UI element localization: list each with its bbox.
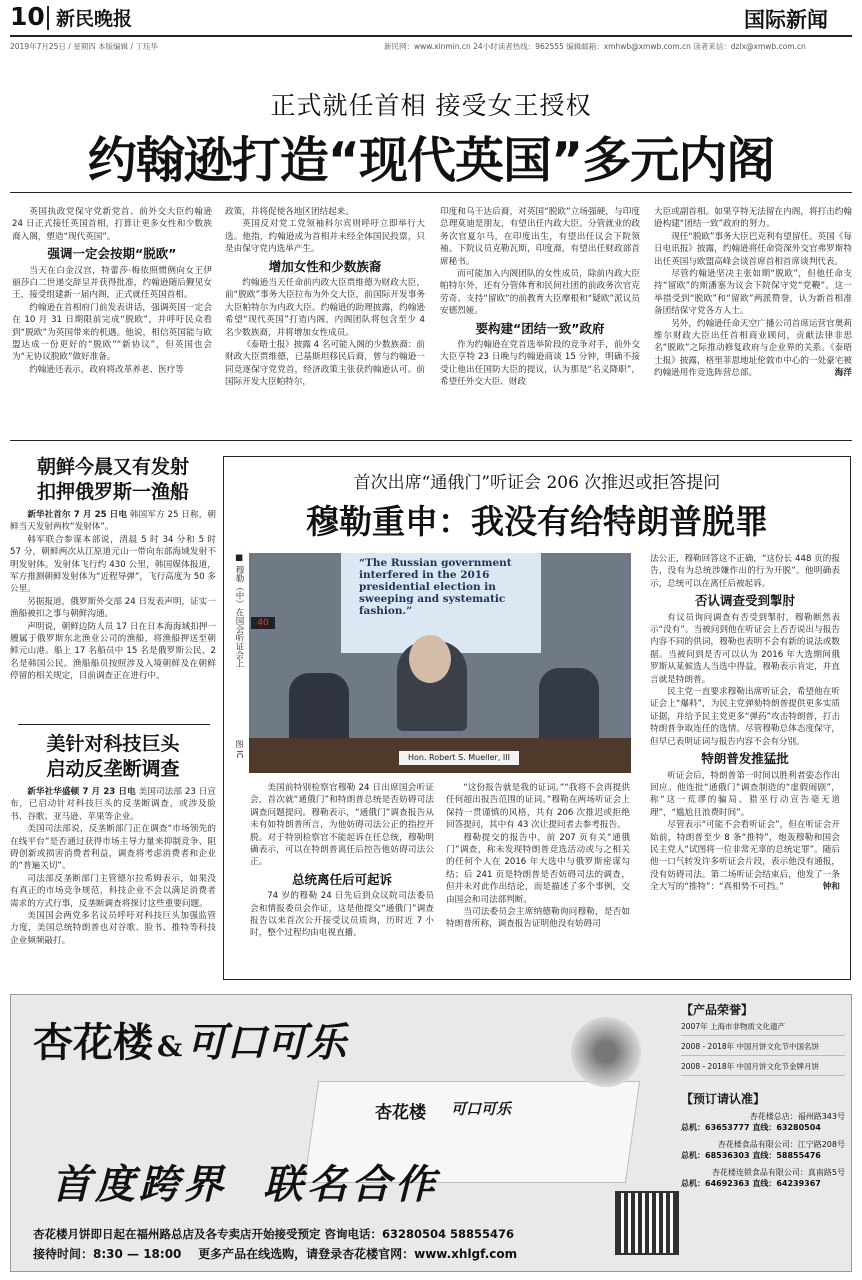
paragraph: 约翰逊在首相府门前发表讲话，强调英国一定会在 10 月 31 日期限前完成“脱欧”，并呼吁民众看到“脱欧”为英国带来的机遇。他说，相信英国能与欧盟达成一份更好的“脱欧”“新协议”，但英国也会为“无协议脱欧”做好准备。 [12, 302, 212, 363]
timer-display: 40 [251, 617, 275, 629]
honors-title: 【产品荣誉】 [681, 1003, 754, 1017]
photo-credit: 图 IC [235, 740, 244, 759]
paragraph: “这份报告就是我的证词。”“我将不会再提供任何超出报告范围的证词。”穆勒在两场听证会上保持一贯谨慎的风格，共有 206 次推迟或拒绝回答提问，其中有 43 次让提问者去参考报告。 [446, 783, 630, 831]
feature-kicker: 首次出席“通俄门”听证会 206 次推迟或拒答提问 [353, 473, 721, 493]
paragraph: 当天在白金汉宫，特蕾莎·梅依照惯例向女王伊丽莎白二世递交辞呈并获得批准，约翰逊随后觐见女王，接受组建新一届内阁，正式就任英国首相。 [12, 265, 212, 301]
paragraph: 民主党一直要求穆勒出席听证会，希望他在听证会上“爆料”，为民主党弹劾特朗普提供更多实质证据，并给予民主党更多“弹药”攻击特朗普，打击特朗普争取连任的选情。尽管穆勒总体态度保守，但早已表明证词与报告内容不会有分别。 [650, 687, 840, 747]
advertisement [10, 994, 852, 1272]
paragraph: 韩军联合参谋本部说，清晨 5 时 34 分和 5 时 57 分，朝鲜两次从江原道元山一带向东部海域发射不明发射体。发射体飞行约 430 公里，韩国媒体报道，军方推测朝鲜发射体为“近程导弹”，飞行高度为 50 多公里。 [10, 534, 216, 595]
paragraph: 大臣或副首相。如果亨特无法留在内阁，将打击约翰逊构建“团结一致”政府的努力。 [654, 207, 852, 230]
lead-column-4 [654, 206, 852, 380]
masthead-rule [10, 35, 852, 37]
lead-headline: 约翰逊打造“现代英国”多元内阁 [87, 132, 775, 189]
peony-flower-icon [571, 1017, 641, 1087]
ad-brand-amp: & [157, 1030, 183, 1063]
paragraph: 另外，约翰逊任命天空广播公司首席运营官奥莉维尔财政大臣出任首相商业顾问，贡献法律非思名“脱欧”之际推动修复政府与企业界的关系。《泰晤士报》披露，格里菲恩地址伦敦市中心的一处豪宅被约翰逊用作竞选阵营总部。 海洋 [654, 318, 852, 379]
subheading: 强调一定会按期“脱欧” [47, 246, 177, 262]
lead-column-1 [12, 206, 212, 376]
side-story-body [10, 509, 216, 683]
paragraph: 新华社首尔 7 月 25 日电 韩国军方 25 日称，朝鲜当天发射两枚“发射体”。 [10, 510, 216, 533]
side-story-2 [10, 732, 216, 947]
section-title: 国际新闻 [744, 8, 828, 32]
caption-bullet: ■ [234, 553, 244, 566]
paragraph: 有议员询问调查有否受到掣肘，穆勒断然表示“没有”。当被问到他在听证会上否否说出与报告内容不同的供词，穆勒也表明不会有新的说法或数据。当被问到是否可以认为 2016 年大选期间俄罗斯从某候选人当选中得益，穆勒表示肯定，并直言就是特朗普。 [650, 612, 840, 685]
paragraph: 约翰逊当天任命前内政大臣贾维德为财政大臣，前“脱欧”事务大臣拉布为外交大臣，前国际开发事务大臣帕特尔为内政大臣。约翰逊的助理披露，约翰逊希望“现代英国”打造内阁，内阁团队将包含至少 4 名少数族裔，并将增加女性成员。 [225, 278, 425, 338]
outlet-phones: 总机：63653777 直线：63280504 [681, 1123, 821, 1132]
side-divider [18, 724, 210, 725]
feature-headline: 穆勒重申：我没有给特朗普脱罪 [306, 502, 768, 541]
paragraph: 英国反对党工党领袖科尔宾则呼吁立即举行大选。他指，约翰逊成为首相并未经全体国民投票，只是由保守党内选举产生。 [225, 219, 425, 255]
subheading: 增加女性和少数族裔 [268, 258, 382, 274]
feature-column-3 [650, 553, 840, 894]
paragraph: 英国执政党保守党新党首、前外交大臣约翰逊 24 日正式接任英国首相，打算让更多女性和少数族裔入阁，塑造“现代英国”。 [12, 207, 212, 242]
subheading: 要构建“团结一致”政府 [475, 320, 605, 336]
outlet-name: 杏花楼食品有限公司：江宁路208号 [717, 1140, 845, 1149]
outlet-name: 杏花楼总店：福州路343号 [749, 1112, 845, 1121]
subheading: 总统离任后可起诉 [291, 871, 392, 887]
outlet-item [681, 1167, 845, 1189]
qr-code-icon [615, 1191, 679, 1255]
date-line: 2019年7月25日 / 星期四 本版编辑 / 丁珏华 [10, 42, 158, 51]
side-story-body [10, 786, 216, 947]
paragraph: 作为约翰逊在党首选举阶段的竞争对手，前外交大臣亨特 23 日晚与约翰逊商谈 15 分钟，明确不接受让他出任国防大臣的提议，认为那是“名义降职”，希望任外交大臣、财政 [440, 340, 640, 388]
lead-column-3 [440, 206, 640, 389]
box-brand-right: 可口可乐 [451, 1100, 512, 1118]
paragraph: 而可能加入内阁团队的女性成员，除前内政大臣帕特尔外，还有分管体育和民间社团的前政务次官克劳奇、支持“留欧”的前教育大臣摩根和“疑欧”派议员安德烈娅。 [440, 269, 640, 317]
paragraph: 声明说，朝鲜边防人员 17 日在日本海海域扣押一艘属于俄罗斯东北渔业公司的渔船，将渔船押送至朝鲜元山港。船上 17 名船员中 15 名是俄罗斯公民，2 名是韩国公民。渔船船员按照涉及入境朝鲜及在朝鲜停留的相关规定，目前调查正在进行中。 [10, 621, 216, 682]
paragraph: 约翰逊还表示，政府将改革养老、医疗等 [29, 364, 184, 375]
outlet-item [681, 1111, 845, 1133]
photo-caption: ■ 穆勒（中）在国会听证会上 [234, 553, 244, 668]
lead-column-2 [225, 206, 425, 389]
paragraph: 尽管约翰逊坚决主张如期“脱欧”，但他任命支持“留欧”的斯潘塞为议会下院保守党“党鞭”。这一举措受到“脱欧”和“留欧”两派赞誉，认为新首相准备团结保守党各方人士。 [654, 269, 852, 317]
paragraph: 印度和乌干达后裔，对英国“脱欧”立场强硬，与印度总理莫迪是朋友，有望出任内政大臣。分管就业的政务次官夏尔马，在印度出生，有望出任议会下院领袖。下院议员克勒瓦斯，印度裔，有望出任财政部首席秘书。 [440, 207, 640, 267]
lead-headline-rule [10, 192, 852, 193]
honor-item: 2008 - 2018年 中国月饼文化节中国名饼 [681, 1042, 845, 1056]
subheading: 特朗普发推猛批 [701, 751, 789, 767]
paragraph: 尽管表示“可能不会看听证会”，但在听证会开始前，特朗普至少 8 条“推特”，炮轰穆勒和国会民主党人“试图将一位非常无辜的总统定罪”。随后他一口气转发许多听证会片段，表示他没有通报，没有妨碍司法。第二场听证会结束后，他发了一条全大写的“推特”：“真相势不可挡。” 钟和 [650, 820, 840, 893]
ad-slogan: 首度跨界 联名合作 [51, 1161, 439, 1208]
outlet-phones: 总机：68536303 直线：58855476 [681, 1151, 821, 1160]
feature-column-1 [250, 782, 434, 940]
outlets-title: 【预订请认准】 [681, 1092, 766, 1106]
paragraph: 司法部反垄断部门主管德尔拉希姆表示，如果没有真正的市场竞争规范，科技企业不会以满足消费者需求的方式行事，反垄断调查将探讨这些重要问题。 [10, 873, 216, 909]
dateline: 新华社华盛顿 7 月 23 日电 [27, 787, 136, 797]
paragraph: 政策，并将促使各地区团结起来。 [225, 207, 354, 217]
honors-list [681, 1022, 845, 1076]
ad-notice-line1: 杏花楼月饼即日起在福州路总店及各专卖店开始接受预定 咨询电话：63280504 58855476 [33, 1227, 515, 1241]
paragraph: 另据报道，俄罗斯外交部 24 日发表声明，证实一渔船被扣之事与朝鲜沟通。 [10, 596, 216, 620]
paragraph: 美国国会两党多名议员呼吁对科技巨头加强监管力度，美国总统特朗普也对谷歌、脸书、推特等科技企业频频敲打。 [10, 911, 216, 946]
screen-quote: “The Russian government interfered in the 2016 presidential election in sweeping and systematic fashion.” [359, 557, 512, 617]
contact-line: 新民网：www.xinmin.cn 24小时读者热线：962555 编辑邮箱：xmhwb@xmwb.com.cn 读者来信：dzlx@xmwb.com.cn [384, 42, 806, 51]
subheading: 否认调查受到掣肘 [694, 593, 795, 609]
paragraph: 当司法委员会主席纳德勒询问穆勒，是否如特朗普所称，调查报告证明他没有妨碍司 [446, 907, 630, 930]
outlet-name: 杏花楼连锁食品有限公司：真南路5号 [711, 1168, 845, 1177]
speaker-head [409, 635, 451, 683]
side-headline-line1: 美针对科技巨头 [46, 733, 180, 755]
nameplate: Hon. Robert S. Mueller, III [399, 751, 519, 765]
paragraph: 《泰晤士报》披露 4 名可能入阁的少数族裔：前财政大臣贾维德，已基斯坦移民后裔，曾与约翰逊一同竞逐保守党党首，经济政策主张获约翰逊认可。前国际开发大臣帕特尔， [225, 340, 425, 388]
side-headline-line1: 朝鲜今晨又有发射 [36, 456, 189, 478]
paragraph: 美国司法部说，反垄断部门正在调查“市场领先的在线平台”是否通过获得市场主导力量来抑制竞争、阻碍创新或损害消费者利益，调查将考虑消费者和企业的“普遍关切”。 [10, 824, 216, 872]
outlet-item [681, 1139, 845, 1161]
ad-brand-line [33, 1011, 346, 1068]
section-divider [10, 440, 852, 441]
dateline: 新华社首尔 7 月 25 日电 [27, 510, 128, 520]
masthead [0, 0, 862, 51]
outlet-phones: 总机：64692363 直线：64239367 [681, 1179, 821, 1188]
page-number-divider [47, 6, 49, 30]
byline: 钟和 [822, 882, 840, 893]
honor-item: 2008 - 2018年 中国月饼文化节金牌月饼 [681, 1062, 845, 1076]
paragraph: 法公正，穆勒回答这不正确，“这份长 448 页的报告，没有为总统涉嫌作出的行为开脱”。他明确表示，总统可以在离任后被起诉。 [650, 554, 840, 589]
paragraph: 听证会后，特朗普第一时间以胜利者姿态作出回应。他连批“通俄门”调查制造的“虚假闹剧”，称“这一荒谬的骗局、猎巫行动宣告毫无道理”，“尴尬且浪费时间”。 [650, 770, 840, 818]
paragraph: 新华社华盛顿 7 月 23 日电 美国司法部 23 日宣布，已启动针对科技巨头的反垄断调查，或涉及脸书、谷歌、亚马逊、苹果等企业。 [10, 787, 216, 822]
paragraph: 现任“脱欧”事务大臣巴克利有望留任。英国《每日电讯报》披露，约翰逊将任命资深外交官弗罗斯特出任英国与欧盟高峰会谈首席首相首席谈判代表。 [654, 231, 852, 267]
paragraph: 美国前特别检察官穆勒 24 日出席国会听证会，首次就“通俄门”和特朗普总统是否妨碍司法调查问题提问。穆勒表示，“通俄门”调查报告从未有如特朗普所言，为他妨碍司法公正的指控开脱。对于特别检察官不能起诉在任总统，穆勒明确表示，可以在特朗普离任后控告他妨碍司法公正。 [250, 783, 434, 868]
side-headline-line2: 启动反垄断调查 [46, 758, 180, 780]
byline: 海洋 [834, 368, 852, 379]
paragraph: 74 岁的穆勒 24 日先后到众议院司法委员会和情报委员会作证，这是他提交“通俄门”调查报告以来首次公开接受议员质询，历时近 7 小时，整个过程均由电视直播。 [250, 891, 434, 939]
lead-kicker: 正式就任首相 接受女王授权 [270, 91, 592, 120]
ad-brand-left: 杏花楼 [33, 1019, 153, 1066]
box-brand-left: 杏花楼 [375, 1103, 426, 1123]
side-headline-line2: 扣押俄罗斯一渔船 [36, 481, 189, 503]
outlets-list [681, 1111, 845, 1189]
paper-name: 新民晚报 [56, 8, 133, 30]
ad-brand-right: 可口可乐 [186, 1019, 347, 1066]
side-story-1 [10, 455, 216, 683]
ad-info-panel [681, 1001, 845, 1267]
feature-column-2 [446, 782, 630, 931]
page-number: 10 [10, 2, 45, 31]
paragraph: 穆勒提交的报告中，前 207 页有关“通俄门”调查，称未发现特朗普竞选活动或与之相关的任何个人在 2016 年大选中与俄罗斯密谋勾结；后 241 页是特朗普是否妨碍司法的调查，但并未对此作出结论，而是描述了多个事例，交由国会和司法部判断。 [446, 832, 630, 905]
ad-notice-line2: 接待时间：8:30 — 18:00 更多产品在线选购，请登录杏花楼官网：www.xhlgf.com [33, 1247, 518, 1261]
hearing-photo [249, 553, 631, 773]
honor-item: 2007年 上海市非物质文化遗产 [681, 1022, 845, 1036]
